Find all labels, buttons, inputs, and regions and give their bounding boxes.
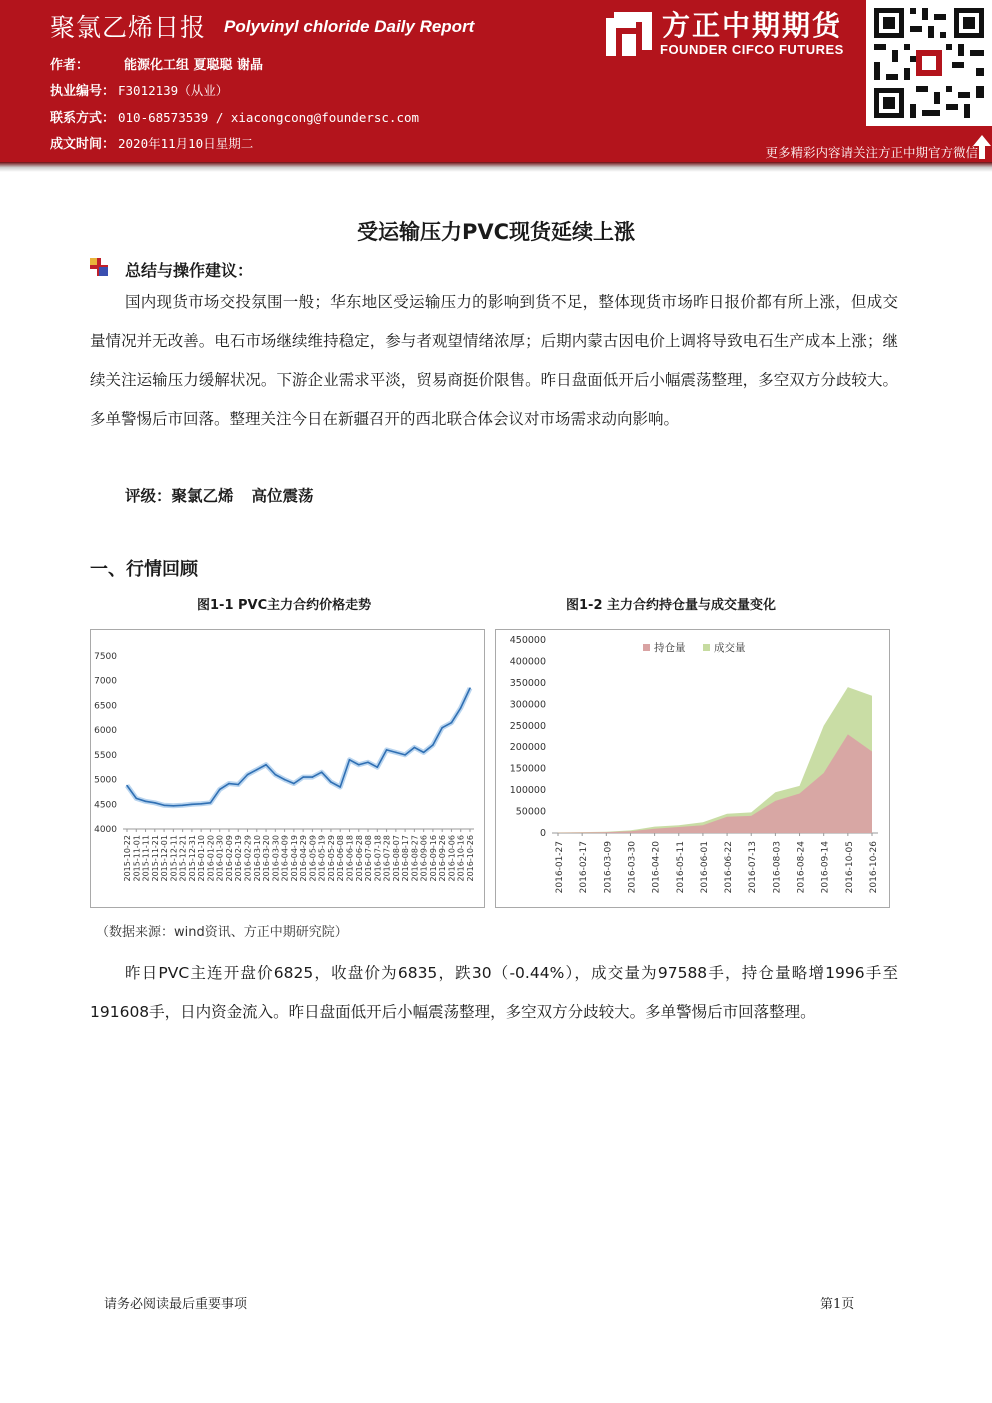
chart1-x-tick-label: 2016-03-30 [271,835,281,882]
chart1-y-tick-label: 6500 [94,701,117,712]
chart1-x-tick-label: 2016-04-29 [299,835,309,882]
chart1-x-tick-label: 2016-04-09 [280,835,290,882]
chart2-x-tick-label: 2016-10-26 [869,841,879,894]
license-value: F3012139（从业） [118,83,229,98]
rating-value: 高位震荡 [251,487,314,505]
data-source-note: （数据来源：wind资讯、方正中期研究院） [96,925,348,940]
chart1-data-point [469,687,471,689]
chart2-x-tick-label: 2016-09-14 [820,841,831,894]
chart1-x-tick-label: 2016-06-28 [354,835,364,882]
chart2-legend-swatch [703,644,710,651]
chart2-x-tick-label: 2016-06-01 [699,841,710,894]
chart1-data-point [302,776,304,778]
chart1-data-point [237,784,239,786]
chart1-data-point [275,774,277,776]
chart1-data-point [376,766,378,768]
summary-heading: 总结与操作建议： [125,261,254,280]
chart1-y-tick-label: 4500 [94,800,117,811]
chart1-x-tick-label: 2016-10-06 [447,835,457,882]
date-value: 2020年11月10日星期二 [118,136,254,151]
author-label: 作者： [50,58,90,73]
license-row [50,80,228,99]
chart1-data-point [228,783,230,785]
chart1-x-tick-label: 2015-11-01 [132,835,142,882]
review-paragraph: 昨日PVC主连开盘价6825，收盘价为6835，跌30（-0.44%），成交量为97588手，持仓量略增1996手至191608手，日内资金流入。昨日盘面低开后小幅震荡整理，多空双方分歧较大。多单警惕后市回落整理。 [90,964,898,1021]
chart1-data-point [423,752,425,754]
arrow-up-icon [972,133,992,161]
chart1-frame [90,629,485,908]
chart2-y-tick-label: 200000 [509,742,546,754]
follow-wechat-text: 更多精彩内容请关注方正中期官方微信 [765,145,978,160]
chart1-data-point [321,771,323,773]
chart1-x-tick-label: 2016-08-07 [391,835,401,882]
chart1-data-point [460,707,462,709]
chart1-data-point [173,805,175,807]
page-number: 第1页 [820,1297,855,1312]
chart1-x-tick-label: 2016-08-27 [410,835,420,882]
contact-value[interactable]: 010-68573539 / xiacongcong@foundersc.com [118,110,420,125]
chart2-x-tick-label: 2016-04-20 [651,841,662,894]
rating [125,484,314,506]
qr-code-icon[interactable] [866,0,992,126]
chart1-x-tick-label: 2016-01-20 [206,835,216,882]
chart1-y-tick-label: 7500 [94,652,117,662]
chart1-x-tick-label: 2016-09-16 [428,835,438,882]
chart1-x-tick-label: 2016-02-19 [234,835,244,882]
chart1-x-tick-label: 2015-12-31 [187,835,197,882]
chart1-series-shadow [127,688,470,806]
chart1-x-tick-label: 2016-10-26 [466,835,475,882]
chart1-x-tick-label: 2015-12-01 [160,835,170,882]
chart1-x-tick-label: 2015-12-21 [178,835,188,882]
chart1-x-tick-label: 2016-07-28 [382,835,392,882]
chart2-x-tick-label: 2016-01-27 [555,841,565,894]
chart1-y-tick-label: 5500 [94,750,117,761]
chart1-data-point [256,769,258,771]
chart1-y-tick-label: 6000 [94,726,117,737]
license-label: 执业编号： [50,84,116,99]
chart1-data-point [451,722,453,724]
header-divider [0,162,992,172]
chart1-data-point [441,727,443,729]
chart1-data-point [404,754,406,756]
chart1-x-tick-label: 2016-07-18 [373,835,383,882]
chart1-data-point [191,803,193,805]
chart2-x-tick-label: 2016-03-30 [627,841,638,894]
chart1-data-point [154,802,156,804]
chart1-x-tick-label: 2016-09-26 [438,835,448,882]
chart1-x-tick-label: 2016-01-10 [197,835,207,882]
chart1-data-point [182,804,184,806]
chart1-data-point [284,779,286,781]
chart2-x-tick-label: 2016-05-11 [675,841,686,894]
chart1-data-point [330,781,332,783]
chart2-x-tick-label: 2016-10-05 [844,841,855,894]
chart1-data-point [126,785,128,787]
chart1-x-tick-label: 2016-02-29 [243,835,253,882]
chart2-y-tick-label: 250000 [509,720,546,732]
chart1-x-tick-label: 2016-06-18 [345,835,355,882]
chart2-x-tick-label: 2016-08-03 [772,841,783,894]
chart2-x-tick-label: 2016-06-22 [724,841,735,894]
chart1-x-tick-label: 2016-05-09 [308,835,318,882]
volume-oi-area-chart [496,630,889,907]
report-title-en: Polyvinyl chloride Daily Report [224,17,475,36]
chart1-title: 图1-1 PVC主力合约价格走势 [197,598,372,613]
chart2-legend-label: 持仓量 [654,642,686,654]
author-row [50,54,263,73]
price-line-chart [91,630,484,907]
chart2-frame [495,629,890,908]
author-value: 能源化工组 夏聪聪 谢晶 [124,58,264,73]
brand-name-en: FOUNDER CIFCO FUTURES [660,42,844,57]
founder-logo-icon [604,10,654,58]
chart2-x-tick-label: 2016-02-17 [579,841,590,894]
chart1-data-point [200,803,202,805]
chart2-legend-swatch [643,644,650,651]
chart1-data-point [367,761,369,763]
chart1-data-point [210,802,212,804]
contact-label: 联系方式： [50,111,116,126]
chart2-title: 图1-2 主力合约持仓量与成交量变化 [566,598,777,613]
rating-label: 评级：聚氯乙烯 [125,487,234,505]
chart1-x-tick-label: 2016-08-17 [401,835,411,882]
chart1-data-point [293,783,295,785]
chart1-data-point [163,804,165,806]
brand-name: 方正中期期货 [662,9,843,42]
chart1-data-point [339,786,341,788]
chart1-x-tick-label: 2016-09-06 [419,835,429,882]
report-title-cn: 聚氯乙烯日报 [50,13,207,42]
chart2-x-tick-label: 2016-08-24 [796,841,807,894]
document-title: 受运输压力PVC现货延续上涨 [356,220,636,244]
chart2-y-tick-label: 350000 [509,677,546,689]
chart1-x-tick-label: 2016-07-08 [364,835,374,882]
chart2-y-tick-label: 300000 [509,699,546,711]
chart2-y-tick-label: 50000 [515,806,546,818]
chart1-data-point [395,752,397,754]
chart1-x-tick-label: 2016-02-09 [224,835,234,882]
summary-paragraph: 国内现货市场交投氛围一般；华东地区受运输压力的影响到货不足，整体现货市场昨日报价都有所上涨，但成交量情况并无改善。电石市场继续维持稳定，参与者观望情绪浓厚；后期内蒙古因电价上调将导致电石生产成本上涨；继续关注运输压力缓解状况。下游企业需求平淡，贸易商挺价限售。昨日盘面低开后小幅震荡整理，多空双方分歧较大。多单警惕后市回落。整理关注今日在新疆召开的西北联合体会议对市场需求动向影响。 [90,293,898,428]
chart1-data-point [135,798,137,800]
chart1-data-point [349,759,351,761]
chart1-y-tick-label: 5000 [94,775,117,786]
chart1-x-tick-label: 2015-11-11 [141,835,151,882]
chart2-legend-label: 成交量 [714,642,746,654]
chart1-data-point [432,744,434,746]
chart2-y-tick-label: 0 [539,828,546,839]
chart1-data-point [265,764,267,766]
chart1-x-tick-label: 2015-11-21 [150,835,160,882]
chart1-data-point [247,774,249,776]
chart2-y-tick-label: 100000 [509,785,546,797]
chart1-data-point [312,776,314,778]
chart1-x-tick-label: 2016-05-19 [317,835,327,882]
chart1-x-tick-label: 2016-03-20 [262,835,272,882]
chart2-x-tick-label: 2016-07-13 [748,841,759,894]
date-label: 成文时间： [50,137,116,152]
chart1-data-point [219,789,221,791]
chart1-data-point [414,747,416,749]
chart2-x-tick-label: 2016-03-09 [603,841,614,894]
chart2-y-tick-label: 400000 [509,656,546,668]
chart2-y-tick-label: 450000 [509,635,546,646]
footer-disclaimer[interactable]: 请务必阅读最后重要事项 [104,1297,248,1312]
chart1-x-tick-label: 2016-01-30 [215,835,225,882]
chart1-x-tick-label: 2016-04-19 [289,835,299,882]
section-heading-market-review: 一、行情回顾 [90,559,198,580]
chart1-x-tick-label: 2016-05-29 [326,835,336,882]
bullet-icon [90,258,108,276]
chart1-data-point [358,764,360,766]
chart1-x-tick-label: 2016-06-08 [336,835,346,882]
chart1-data-point [386,749,388,751]
chart1-x-tick-label: 2016-03-10 [252,835,262,882]
chart1-data-point [145,801,147,803]
chart1-y-tick-label: 7000 [94,676,117,687]
chart1-x-tick-label: 2016-10-16 [456,835,466,882]
report-header [0,0,992,162]
chart1-x-tick-label: 2015-12-11 [169,835,179,882]
chart1-x-tick-label: 2015-10-22 [123,835,132,882]
contact-row [50,107,419,126]
chart2-y-tick-label: 150000 [509,763,546,775]
date-row [50,133,253,152]
chart1-y-tick-label: 4000 [94,825,117,835]
